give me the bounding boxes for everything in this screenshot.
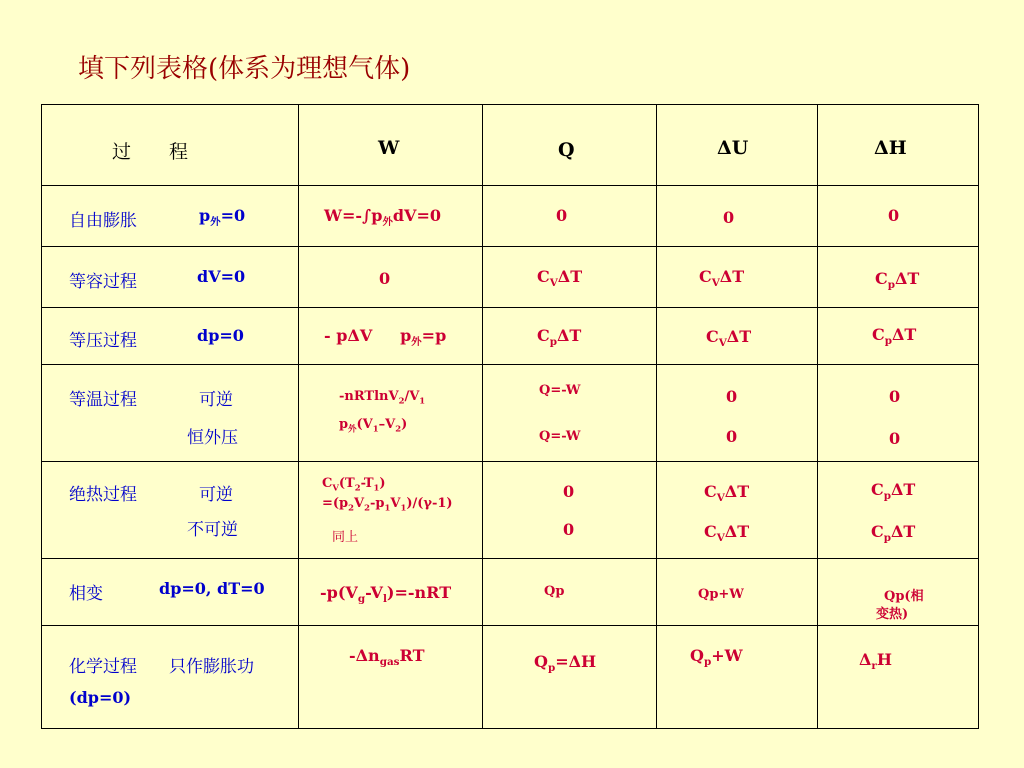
- dh-reversible: 0: [889, 387, 901, 406]
- du-constant-external: 0: [726, 427, 738, 446]
- du-value: $Q_p+W$: [690, 646, 743, 669]
- q-reversible: 0: [563, 482, 575, 501]
- process-condition: dp=0: [197, 326, 244, 345]
- du-value: $C_V\Delta T$: [699, 267, 745, 290]
- header-q: Q: [558, 139, 575, 161]
- dh-constant-external: 0: [889, 429, 901, 448]
- process-name: 相变: [69, 584, 103, 604]
- header-dh: ΔH: [874, 137, 907, 159]
- process-name: 等容过程: [69, 272, 137, 292]
- row-isochoric: [42, 247, 979, 308]
- q-value: $Q_p=\Delta H$: [534, 652, 597, 675]
- process-name: 化学过程: [69, 657, 137, 677]
- w-value: $-p(V_g-V_l)=$-nRT: [320, 583, 452, 606]
- w-value: $W=-\int p_外dV=0$: [324, 206, 441, 229]
- process-name: 绝热过程: [69, 485, 137, 505]
- dh-value: $\Delta_rH$: [859, 650, 893, 673]
- q-reversible: Q=-W: [539, 383, 581, 398]
- process-name: 自由膨胀: [69, 211, 137, 231]
- q-value: Qp: [544, 584, 565, 599]
- q-value: $C_V\Delta T$: [537, 267, 583, 290]
- row-isobaric: [42, 308, 979, 365]
- q-value: 0: [556, 206, 568, 225]
- w-value: $-\Delta n_{gas}RT$: [349, 646, 425, 669]
- row-adiabatic: [42, 462, 979, 559]
- thermo-table: [41, 104, 979, 729]
- w-reversible-alt: $=(p_2V_2-p_1V_1)/(\gamma-1)$: [322, 496, 453, 513]
- du-reversible: $C_V\Delta T$: [704, 482, 750, 505]
- q-irreversible: 0: [563, 520, 575, 539]
- du-value: $C_V\Delta T$: [706, 327, 752, 350]
- header-du: ΔU: [717, 137, 749, 159]
- process-condition: dV=0: [197, 267, 246, 286]
- w-constant-external: $p_外(V_1-V_2)$: [339, 417, 408, 434]
- condition-irreversible: 不可逆: [187, 520, 238, 540]
- process-condition-note: 只作膨胀功: [169, 657, 254, 677]
- dh-value-line1: Qp(相: [884, 589, 924, 604]
- process-condition: (dp=0): [69, 688, 132, 707]
- du-irreversible: $C_V\Delta T$: [704, 522, 750, 545]
- condition-reversible: 可逆: [199, 390, 233, 410]
- row-chemical: [42, 626, 979, 729]
- w-irreversible: 同上: [332, 530, 359, 545]
- condition-constant-external: 恒外压: [187, 428, 238, 448]
- dh-value: $C_p\Delta T$: [872, 325, 917, 348]
- w-reversible: $-nRTlnV_2/V_1$: [339, 389, 426, 406]
- du-value: Qp+W: [698, 587, 744, 602]
- w-value: - pΔV $p_外=p$: [324, 326, 447, 349]
- header-process: 过 程: [112, 141, 189, 163]
- du-reversible: 0: [726, 387, 738, 406]
- row-free-expansion: [42, 186, 979, 247]
- q-value: $C_p\Delta T$: [537, 326, 582, 349]
- w-reversible: $C_V(T_2-T_1)$: [322, 476, 386, 493]
- process-condition: dp=0, dT=0: [159, 579, 265, 598]
- process-name: 等压过程: [69, 331, 137, 351]
- dh-irreversible: $C_p\Delta T$: [871, 522, 916, 545]
- dh-value: 0: [888, 206, 900, 225]
- process-condition: $p_外=0$: [199, 206, 246, 229]
- process-name: 等温过程: [69, 390, 137, 410]
- page-title: 填下列表格(体系为理想气体): [78, 54, 411, 84]
- row-isothermal: [42, 365, 979, 462]
- dh-value-line2: 变热): [876, 607, 909, 622]
- dh-value: $C_p\Delta T$: [875, 269, 920, 292]
- condition-reversible: 可逆: [199, 485, 233, 505]
- header-w: W: [378, 137, 400, 159]
- row-phase-change: [42, 559, 979, 626]
- header-row: [42, 105, 979, 186]
- q-constant-external: Q=-W: [539, 429, 581, 444]
- du-value: 0: [723, 208, 735, 227]
- dh-reversible: $C_p\Delta T$: [871, 480, 916, 503]
- w-value: 0: [379, 269, 391, 288]
